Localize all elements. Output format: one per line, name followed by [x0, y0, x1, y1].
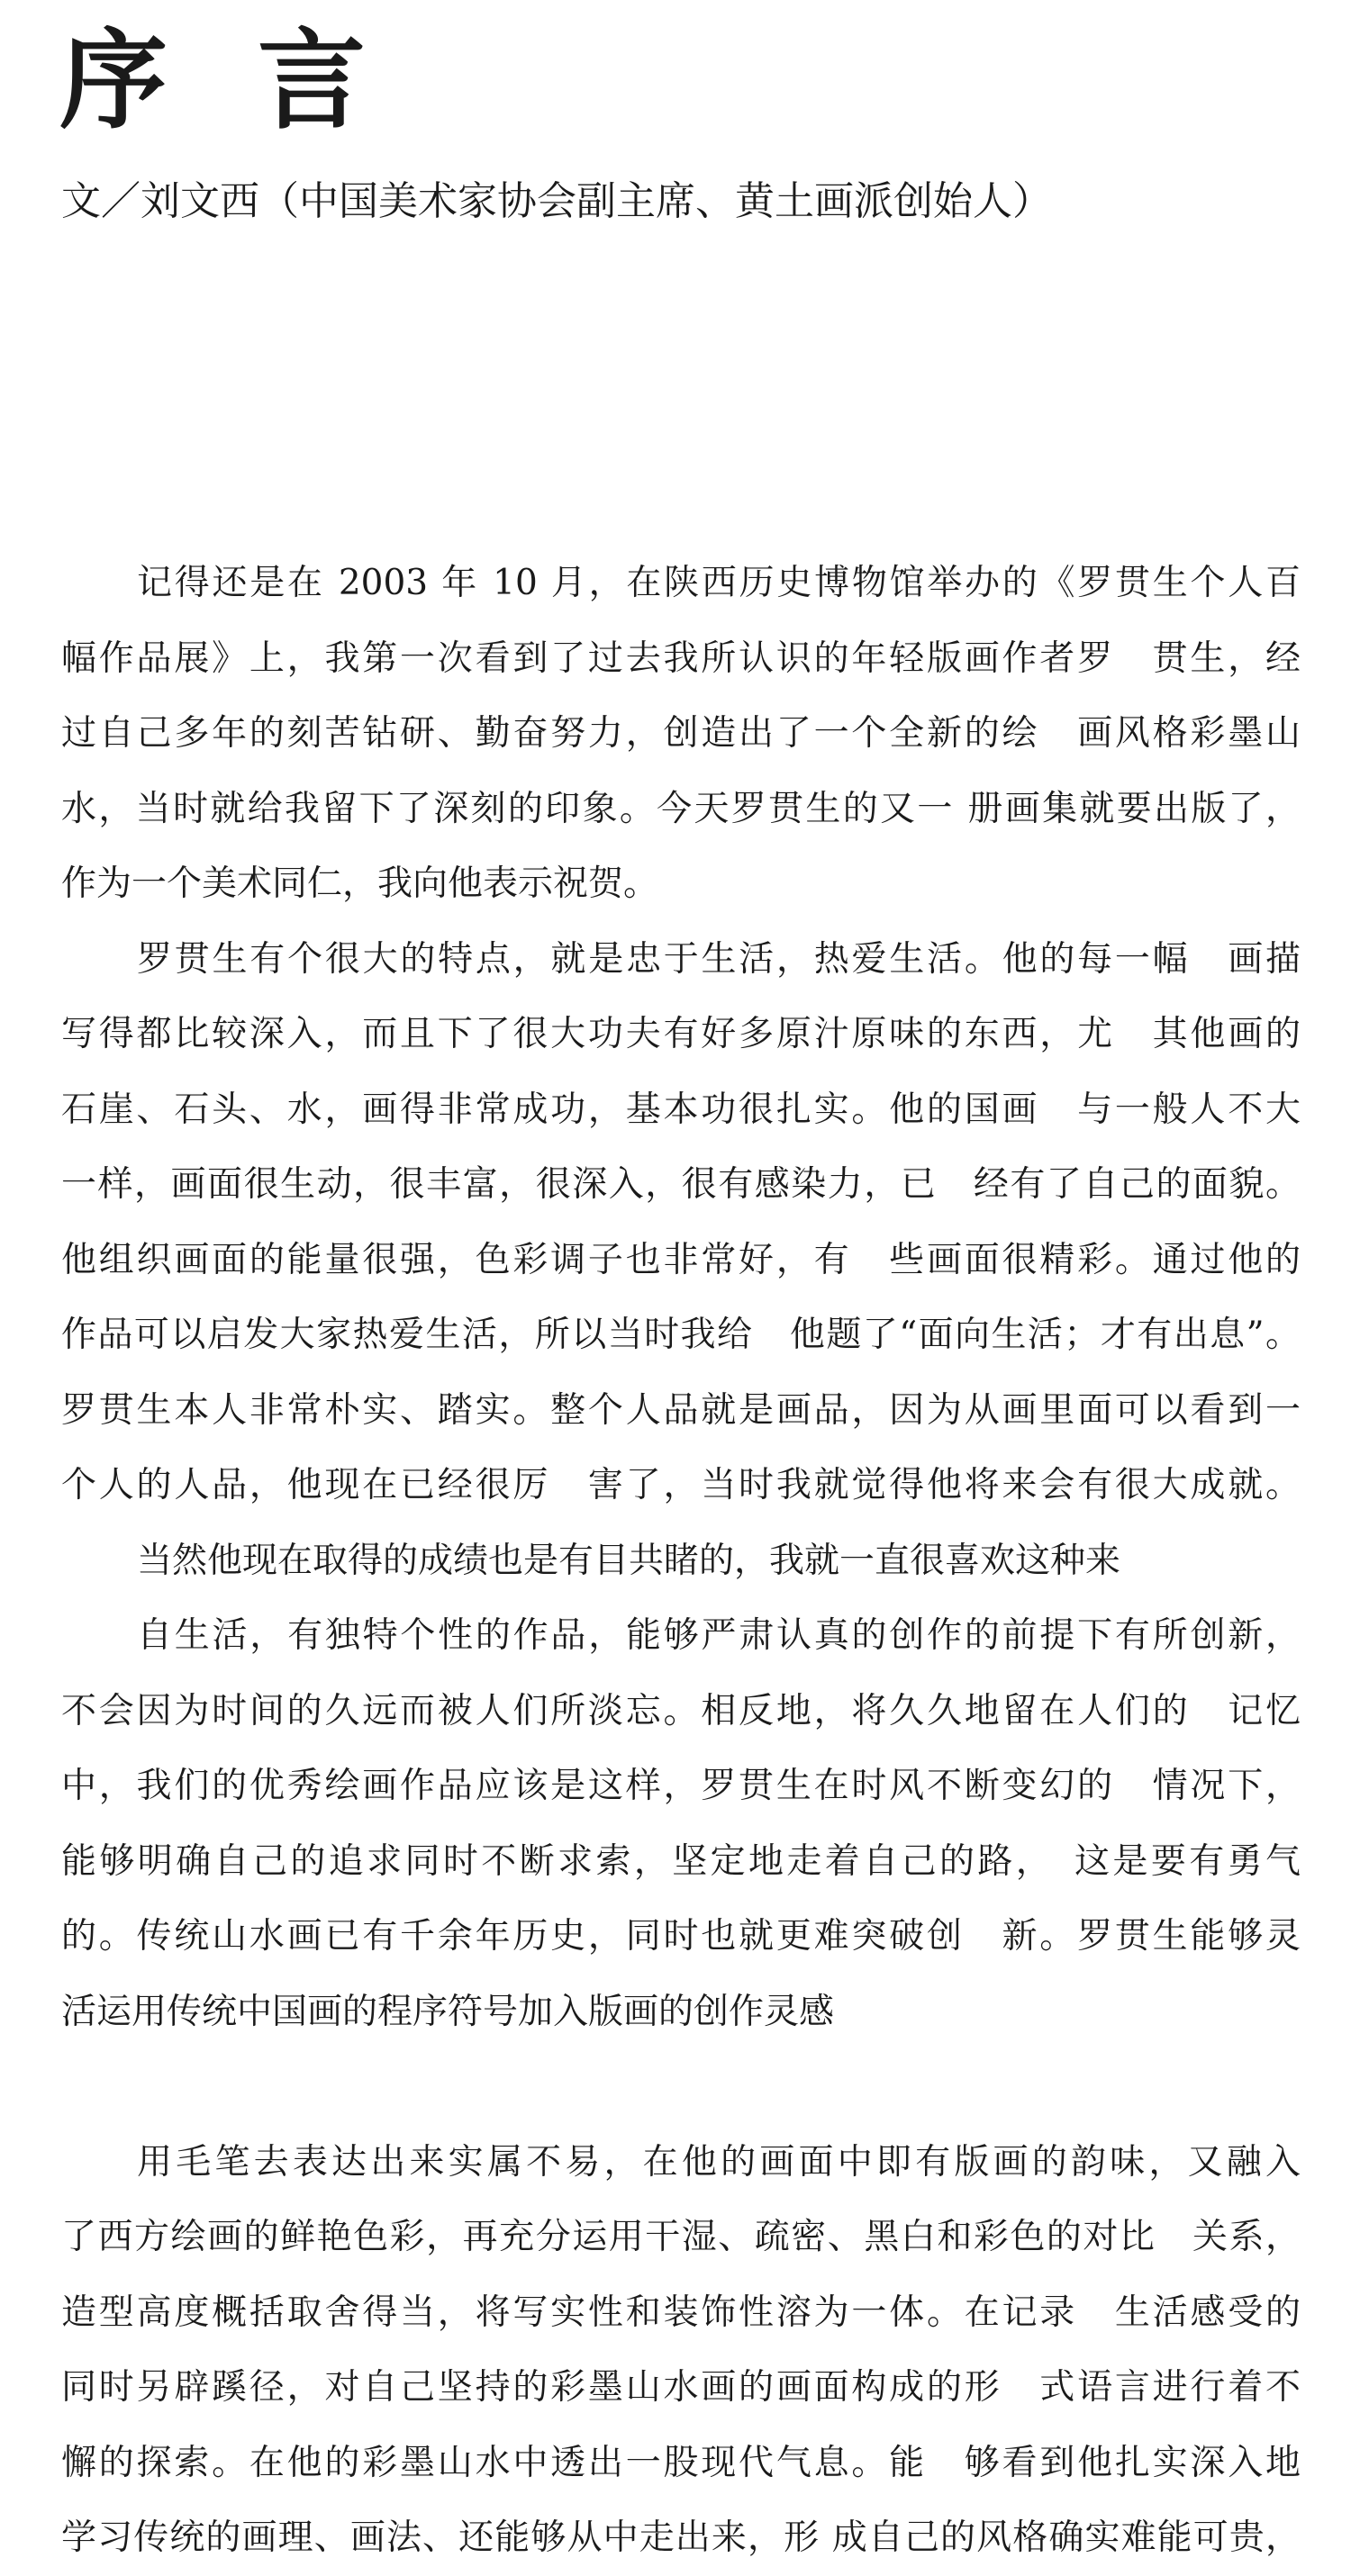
text-line: 写得都比较深入，而且下了很大功夫有好多原汁原味的东西，尤 其他画的: [61, 1014, 1301, 1054]
text-line: 水，当时就给我留下了深刻的印象。今天罗贯生的又一 册画集就要出版了，: [61, 788, 1301, 829]
body-text: [61, 546, 1301, 2576]
text-line: 一样，画面很生动，很丰富，很深入，很有感染力，已 经有了自己的面貌。: [61, 1164, 1301, 1205]
text-line: 了西方绘画的鲜艳色彩，再充分运用干湿、疏密、黑白和彩色的对比 关系，: [61, 2217, 1301, 2257]
text-line: 能够明确自己的追求同时不断求索，坚定地走着自己的路， 这是要有勇气: [61, 1840, 1301, 1882]
text-line: 懈的探索。在他的彩墨山水中透出一股现代气息。能 够看到他扎实深入地: [61, 2442, 1301, 2483]
text-line: 造型高度概括取舍得当，将写实性和装饰性溶为一体。在记录 生活感受的: [61, 2291, 1301, 2333]
author-byline: 文／刘文西（中国美术家协会副主席、黄土画派创始人）: [61, 178, 1052, 224]
text-line: 作为一个美术同仁，我向他表示祝贺。: [61, 863, 659, 904]
text-line: 个人的人品，他现在已经很厉 害了，当时我就觉得他将来会有很大成就。: [61, 1465, 1301, 1505]
text-line: 中，我们的优秀绘画作品应该是这样，罗贯生在时风不断变幻的 情况下，: [61, 1766, 1301, 1806]
text-line: 的。传统山水画已有千余年历史，同时也就更难突破创 新。罗贯生能够灵: [61, 1916, 1301, 1957]
text-line: 作品可以启发大家热爱生活，所以当时我给 他题了“面向生活；才有出息”。: [61, 1315, 1301, 1355]
text-line: 不会因为时间的久远而被人们所淡忘。相反地，将久久地留在人们的 记忆: [61, 1690, 1301, 1731]
text-line: 幅作品展》上，我第一次看到了过去我所认识的年轻版画作者罗 贯生，经: [61, 637, 1301, 679]
page-title: 序言: [59, 17, 456, 144]
paragraph-gap: [61, 2049, 1301, 2125]
text-line: 过自己多年的刻苦钻研、勤奋努力，创造出了一个全新的绘 画风格彩墨山: [61, 713, 1301, 754]
text-line: 同时另辟蹊径，对自己坚持的彩墨山水画的画面构成的形 式语言进行着不: [61, 2367, 1301, 2408]
text-line: 活运用传统中国画的程序符号加入版画的创作灵感: [61, 1991, 835, 2032]
text-line: 他组织画面的能量很强，色彩调子也非常好，有 些画面很精彩。通过他的: [61, 1239, 1301, 1280]
text-line: 学习传统的画理、画法、还能够从中走出来，形 成自己的风格确实难能可贵，: [61, 2517, 1301, 2558]
text-line: 罗贯生本人非常朴实、踏实。整个人品就是画品，因为从画里面可以看到一: [61, 1389, 1301, 1431]
text-line: 当然他现在取得的成绩也是有目共睹的，我就一直很喜欢这种来: [137, 1540, 1121, 1581]
text-line: 用毛笔去表达出来实属不易，在他的画面中即有版画的韵味，又融入: [137, 2141, 1301, 2183]
text-line: 罗贯生有个很大的特点，就是忠于生活，热爱生活。他的每一幅 画描: [137, 938, 1301, 980]
text-line: 自生活，有独特个性的作品，能够严肃认真的创作的前提下有所创新，: [137, 1615, 1301, 1656]
text-line: 记得还是在 2003 年 10 月，在陕西历史博物馆举办的《罗贯生个人百: [137, 563, 1301, 603]
text-line: 石崖、石头、水，画得非常成功，基本功很扎实。他的国画 与一般人不大: [61, 1089, 1301, 1130]
